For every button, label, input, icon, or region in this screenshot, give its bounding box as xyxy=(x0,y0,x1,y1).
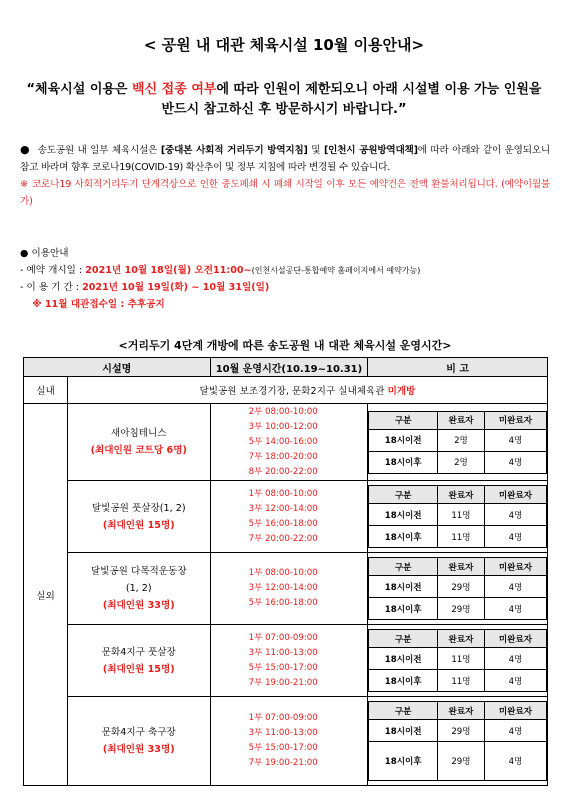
done-count: 11명 xyxy=(438,526,485,548)
table-row xyxy=(24,553,548,625)
time-slot: 5부 15:00-17:00 xyxy=(248,662,318,673)
done-count: 2명 xyxy=(438,451,485,473)
notdone-count: 4명 xyxy=(484,720,546,742)
november-notice: ※ 11월 대관접수일 : 추후공지 xyxy=(32,299,165,310)
time-slots xyxy=(210,697,368,786)
done-count: 29명 xyxy=(438,742,485,781)
done-count: 29명 xyxy=(438,598,485,620)
capacity-breakdown xyxy=(368,404,548,481)
facility-capacity: (최대인원 코트당 6명) xyxy=(90,445,187,456)
notice-text-a: 송도공원 내 일부 체육시설은 xyxy=(37,145,161,156)
facility-capacity: (최대인원 33명) xyxy=(102,600,175,611)
facility-capacity: (최대인원 15명) xyxy=(102,663,175,675)
time-slots xyxy=(210,404,368,481)
notdone-count: 4명 xyxy=(484,648,546,670)
header-facility: 시설명 xyxy=(24,358,211,377)
done-count: 11명 xyxy=(438,504,485,526)
facility-cell xyxy=(67,553,210,625)
capacity-breakdown xyxy=(368,697,548,786)
table-row xyxy=(24,625,548,697)
table-row xyxy=(24,697,548,786)
time-slot: 3부 12:00-14:00 xyxy=(248,583,318,593)
time-slot: 3부 10:00-12:00 xyxy=(248,421,318,432)
table-caption: <거리두기 4단계 개방에 따른 송도공원 내 대관 체육시설 운영시간> xyxy=(118,339,452,352)
time-slot: 5부 15:00-17:00 xyxy=(248,743,318,753)
facility-name-suffix: (1, 2) xyxy=(125,583,152,594)
time-slot: 7부 18:00-20:00 xyxy=(248,451,318,462)
usage-info xyxy=(20,245,560,313)
time-slot: 5부 14:00-16:00 xyxy=(248,436,318,447)
refund-warning: ※ 코로나19 사회적거리두기 단계격상으로 인한 중도폐쇄 시 폐쇄 시작일 이후 모든 예약건은 전액 환불처리됩니다. (예약이월불가) xyxy=(20,179,550,207)
header-remarks: 비 고 xyxy=(368,358,548,377)
open-date-label: - 예약 개시일 : xyxy=(20,265,86,276)
notdone-count: 4명 xyxy=(484,742,546,781)
row-label: 18시이후 xyxy=(369,598,438,620)
row-label: 18시이전 xyxy=(369,576,438,598)
notice-guideline-2: [인천시 공원방역대책] xyxy=(323,145,418,156)
facility-capacity: (최대인원 33명) xyxy=(102,744,175,755)
sub-header-notdone: 미완료자 xyxy=(484,411,546,429)
quote-text-a: “체육시설 이용은 xyxy=(26,82,133,97)
table-row xyxy=(24,481,548,553)
row-label: 18시이전 xyxy=(369,720,438,742)
sub-header-notdone: 미완료자 xyxy=(484,486,546,504)
notdone-count: 4명 xyxy=(484,504,546,526)
facility-cell xyxy=(67,481,210,553)
capacity-table xyxy=(368,557,547,620)
row-label: 18시이후 xyxy=(369,742,438,781)
row-label: 18시이전 xyxy=(369,429,438,451)
notdone-count: 4명 xyxy=(484,576,546,598)
sub-header-category: 구분 xyxy=(369,702,438,720)
sub-header-category: 구분 xyxy=(369,411,438,429)
facility-name: 달빛공원 풋살장(1, 2) xyxy=(91,502,186,514)
time-slot: 7부 20:00-22:00 xyxy=(248,533,318,544)
table-row xyxy=(24,404,548,481)
time-slot: 5부 16:00-18:00 xyxy=(248,598,318,608)
time-slot: 5부 16:00-18:00 xyxy=(248,518,318,529)
quote-text-c: 에 따라 인원이 제한되오니 아래 시설별 이용 가능 인원을 xyxy=(216,82,542,97)
row-label: 18시이후 xyxy=(369,526,438,548)
period-value: 2021년 10월 19일(화) ~ 10월 31일(일) xyxy=(82,282,270,293)
indoor-text: 달빛공원 보조경기장, 문화2지구 실내체육관 xyxy=(199,386,388,397)
time-slots xyxy=(210,625,368,697)
capacity-table xyxy=(368,629,547,692)
sub-header-category: 구분 xyxy=(369,558,438,576)
sub-header-category: 구분 xyxy=(369,486,438,504)
row-label: 18시이전 xyxy=(369,504,438,526)
capacity-breakdown xyxy=(368,553,548,625)
facility-capacity: (최대인원 15명) xyxy=(102,519,175,531)
sub-header-notdone: 미완료자 xyxy=(484,702,546,720)
sub-header-done: 완료자 xyxy=(438,411,485,429)
done-count: 29명 xyxy=(438,576,485,598)
outdoor-label: 실외 xyxy=(24,404,68,786)
operation-notice xyxy=(20,141,550,210)
sub-header-notdone: 미완료자 xyxy=(484,630,546,648)
facility-schedule-table xyxy=(23,357,548,786)
quote-highlight: 백신 접종 여부 xyxy=(132,82,217,97)
sub-header-done: 완료자 xyxy=(438,702,485,720)
vaccine-notice-quote xyxy=(20,80,548,120)
notdone-count: 4명 xyxy=(484,526,546,548)
facility-name: 새아침테니스 xyxy=(110,428,167,439)
capacity-breakdown xyxy=(368,625,548,697)
time-slot: 7부 19:00-21:00 xyxy=(248,677,318,688)
time-slot: 1부 08:00-10:00 xyxy=(248,488,318,499)
time-slots xyxy=(210,481,368,553)
indoor-status: 미개방 xyxy=(387,386,416,397)
notdone-count: 4명 xyxy=(484,429,546,451)
time-slots xyxy=(210,553,368,625)
sub-header-notdone: 미완료자 xyxy=(484,558,546,576)
notice-text-e: 에 따라 아래와 같이 운영되오니 참고 바라며 향후 코로나19(COVID-19) 확산추이 및 정부 지침에 따라 변경될 수 있습니다. xyxy=(20,145,550,173)
row-label: 18시이후 xyxy=(369,451,438,473)
facility-cell xyxy=(67,697,210,786)
capacity-table xyxy=(368,411,547,474)
capacity-table xyxy=(368,701,547,781)
notice-text-c: 및 xyxy=(307,145,324,156)
time-slot: 1부 07:00-09:00 xyxy=(248,632,318,643)
sub-header-done: 완료자 xyxy=(438,486,485,504)
page-title: < 공원 내 대관 체육시설 10월 이용안내> xyxy=(143,36,425,54)
time-slot: 7부 19:00-21:00 xyxy=(248,758,318,768)
open-date-value: 2021년 10월 18일(월) 오전11:00~ xyxy=(85,265,252,276)
time-slot: 3부 11:00-13:00 xyxy=(248,728,318,738)
facility-name: 문화4지구 풋살장 xyxy=(101,646,176,658)
sub-header-done: 완료자 xyxy=(438,630,485,648)
notdone-count: 4명 xyxy=(484,451,546,473)
notdone-count: 4명 xyxy=(484,670,546,692)
open-date-note: (인천시설공단-통합예약 홈페이지에서 예약가능) xyxy=(251,266,421,275)
quote-line2: 반드시 참고하신 후 방문하시기 바랍니다.” xyxy=(161,102,407,117)
facility-name: 문화4지구 축구장 xyxy=(101,727,176,738)
time-slot: 3부 12:00-14:00 xyxy=(248,503,318,514)
time-slot: 1부 08:00-10:00 xyxy=(248,568,318,578)
capacity-breakdown xyxy=(368,481,548,553)
notdone-count: 4명 xyxy=(484,598,546,620)
done-count: 11명 xyxy=(438,670,485,692)
bullet-icon: ● xyxy=(20,248,29,259)
header-hours: 10월 운영시간(10.19~10.31) xyxy=(210,358,368,377)
done-count: 2명 xyxy=(438,429,485,451)
facility-cell xyxy=(67,404,210,481)
facility-cell xyxy=(67,625,210,697)
time-slot: 3부 11:00-13:00 xyxy=(248,647,318,658)
sub-header-done: 완료자 xyxy=(438,558,485,576)
time-slot: 1부 07:00-09:00 xyxy=(248,713,318,723)
sub-header-category: 구분 xyxy=(369,630,438,648)
indoor-facilities xyxy=(67,377,547,404)
done-count: 11명 xyxy=(438,648,485,670)
facility-name: 달빛공원 다목적운동장 xyxy=(90,566,187,577)
time-slot: 2부 08:00-10:00 xyxy=(248,406,318,417)
usage-heading: 이용안내 xyxy=(31,248,69,259)
bullet-icon: ● xyxy=(20,143,31,156)
time-slot: 8부 20:00-22:00 xyxy=(248,466,318,477)
capacity-table xyxy=(368,485,547,548)
period-label: - 이 용 기 간 : xyxy=(20,282,83,293)
indoor-label: 실내 xyxy=(24,377,68,404)
notice-guideline-1: [중대본 사회적 거리두기 방역지침] xyxy=(160,145,308,156)
row-label: 18시이후 xyxy=(369,670,438,692)
row-label: 18시이전 xyxy=(369,648,438,670)
done-count: 29명 xyxy=(438,720,485,742)
